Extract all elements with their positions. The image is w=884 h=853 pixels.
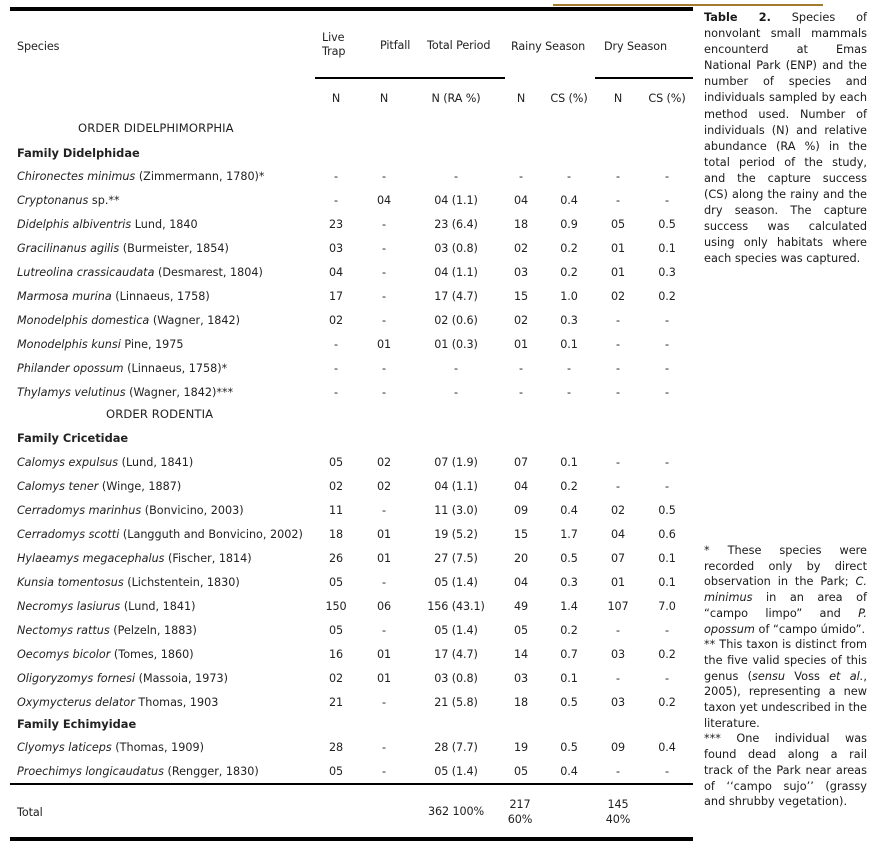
cell-rainy-cs: 0.2 <box>560 266 578 279</box>
species-binomial: Proechimys longicaudatus <box>17 765 164 778</box>
species-authority: (Thomas, 1909) <box>111 741 204 754</box>
species-binomial: Monodelphis domestica <box>17 314 150 327</box>
total-rainy-pct: 60% <box>507 813 533 826</box>
cell-total-n-ra: 11 (3.0) <box>434 504 478 517</box>
cell-live-trap-n: 02 <box>328 314 344 327</box>
cell-pitfall-n: - <box>382 266 386 279</box>
footnote-2 <box>704 637 867 731</box>
cell-dry-n: - <box>616 672 620 685</box>
cell-total-n-ra: 05 (1.4) <box>434 765 478 778</box>
cell-rainy-cs: 1.0 <box>560 290 578 303</box>
species-binomial: Monodelphis kunsi <box>17 338 121 351</box>
total-period-value: 362 100% <box>427 805 485 818</box>
cell-total-n-ra: 03 (0.8) <box>434 242 478 255</box>
cell-dry-n: - <box>616 314 620 327</box>
species-name <box>17 765 259 778</box>
cell-dry-cs: 7.0 <box>658 600 676 613</box>
species-binomial: Oecomys bicolor <box>17 648 111 661</box>
table-bottom-rule <box>10 837 693 841</box>
cell-rainy-cs: 1.4 <box>560 600 578 613</box>
footnote-1-species-c-minimus: C. minimus <box>704 575 867 605</box>
cell-dry-cs: - <box>665 338 669 351</box>
cell-pitfall-n: - <box>382 314 386 327</box>
cell-rainy-cs: 0.1 <box>560 456 578 469</box>
cell-live-trap-n: 21 <box>328 696 344 709</box>
cell-pitfall-n: 01 <box>376 552 392 565</box>
species-authority: sp.** <box>88 194 120 207</box>
cell-rainy-n: - <box>519 362 523 375</box>
header-total-period: Total Period <box>427 39 491 52</box>
species-binomial: Chironectes minimus <box>17 170 136 183</box>
subheader-rule-left <box>315 77 505 79</box>
cell-dry-cs: - <box>665 314 669 327</box>
cell-dry-cs: 0.6 <box>658 528 676 541</box>
species-binomial: Marmosa murina <box>17 290 112 303</box>
species-binomial: Oxymycterus delator <box>17 696 135 709</box>
species-binomial: Cerradomys scotti <box>17 528 120 541</box>
species-name <box>17 386 233 399</box>
species-name <box>17 194 120 207</box>
species-name <box>17 480 181 493</box>
header-dry-season: Dry Season <box>604 40 667 53</box>
cell-live-trap-n: 05 <box>328 456 344 469</box>
cell-rainy-n: 18 <box>513 218 529 231</box>
species-authority: (Linnaeus, 1758) <box>111 290 210 303</box>
cell-live-trap-n: 28 <box>328 741 344 754</box>
cell-total-n-ra: 04 (1.1) <box>434 480 478 493</box>
species-name <box>17 504 244 517</box>
cell-dry-n: 09 <box>610 741 626 754</box>
cell-rainy-n: 03 <box>513 672 529 685</box>
footnote-1-text-c: of “campo úmido”. <box>754 622 866 636</box>
cell-pitfall-n: 02 <box>376 480 392 493</box>
cell-total-n-ra: - <box>454 386 458 399</box>
cell-pitfall-n: - <box>382 386 386 399</box>
species-authority: (Lichstentein, 1830) <box>123 576 240 589</box>
total-label: Total <box>17 806 43 819</box>
cell-dry-n: 01 <box>610 242 626 255</box>
species-authority: (Winge, 1887) <box>98 480 182 493</box>
species-name <box>17 170 265 183</box>
species-name <box>17 266 263 279</box>
cell-rainy-n: 05 <box>513 765 529 778</box>
footnote-2-text-a: ** This taxon is distinct from the five valid species of this genus ( <box>704 638 867 683</box>
cell-rainy-cs: 1.7 <box>560 528 578 541</box>
cell-live-trap-n: - <box>334 386 338 399</box>
cell-pitfall-n: - <box>382 242 386 255</box>
cell-rainy-n: 04 <box>513 480 529 493</box>
cell-total-n-ra: 05 (1.4) <box>434 624 478 637</box>
family-cricetidae: Family Cricetidae <box>17 431 129 445</box>
cell-pitfall-n: 06 <box>376 600 392 613</box>
cell-total-n-ra: 21 (5.8) <box>434 696 478 709</box>
cell-total-n-ra: 01 (0.3) <box>434 338 478 351</box>
cell-pitfall-n: - <box>382 696 386 709</box>
cell-total-n-ra: 27 (7.5) <box>434 552 478 565</box>
cell-rainy-n: 04 <box>513 194 529 207</box>
cell-rainy-n: 04 <box>513 576 529 589</box>
species-name <box>17 456 193 469</box>
species-name <box>17 362 227 375</box>
cell-dry-cs: 0.2 <box>658 648 676 661</box>
cell-total-n-ra: 03 (0.8) <box>434 672 478 685</box>
table-caption <box>704 10 867 268</box>
family-didelphidae: Family Didelphidae <box>17 146 140 160</box>
cell-pitfall-n: - <box>382 741 386 754</box>
species-binomial: Calomys tener <box>17 480 99 493</box>
species-binomial: Gracilinanus agilis <box>17 242 120 255</box>
cell-live-trap-n: - <box>334 338 338 351</box>
species-authority: (Burmeister, 1854) <box>119 242 229 255</box>
species-authority: Pine, 1975 <box>120 338 184 351</box>
cell-rainy-cs: 0.4 <box>560 765 578 778</box>
cell-dry-cs: 0.2 <box>658 696 676 709</box>
header-pitfall: Pitfall <box>380 39 411 52</box>
species-authority: (Fischer, 1814) <box>164 552 252 565</box>
total-top-rule <box>10 783 693 785</box>
cell-dry-cs: 0.1 <box>658 242 676 255</box>
cell-pitfall-n: 01 <box>376 648 392 661</box>
cell-dry-cs: - <box>665 672 669 685</box>
cell-live-trap-n: 26 <box>328 552 344 565</box>
footnote-1-species-p-opossum: P. opossum <box>704 606 867 636</box>
cell-rainy-cs: 0.5 <box>560 696 578 709</box>
cell-dry-cs: - <box>665 456 669 469</box>
cell-live-trap-n: 150 <box>325 600 347 613</box>
cell-total-n-ra: 17 (4.7) <box>434 648 478 661</box>
cell-live-trap-n: 18 <box>328 528 344 541</box>
cell-live-trap-n: 16 <box>328 648 344 661</box>
subheader-pitfall-n: N <box>379 92 389 105</box>
footnote-1-text-b: in an area of “campo limpo” and <box>704 591 867 620</box>
cell-dry-cs: - <box>665 170 669 183</box>
species-name <box>17 218 198 231</box>
cell-rainy-cs: 0.2 <box>560 480 578 493</box>
cell-rainy-n: 14 <box>513 648 529 661</box>
species-name <box>17 242 229 255</box>
cell-rainy-n: 07 <box>513 456 529 469</box>
footnote-3: *** One individual was found dead along a rail track of the Park near areas of ‘‘campo sujo’’ (grassy and shrubby vegetation). <box>704 732 867 809</box>
cell-dry-cs: 0.1 <box>658 576 676 589</box>
cell-dry-n: - <box>616 765 620 778</box>
cell-pitfall-n: 02 <box>376 456 392 469</box>
species-authority: (Bonvicino, 2003) <box>141 504 244 517</box>
accent-rule <box>553 4 823 6</box>
cell-live-trap-n: 03 <box>328 242 344 255</box>
cell-rainy-cs: - <box>567 170 571 183</box>
cell-dry-n: - <box>616 362 620 375</box>
cell-pitfall-n: 01 <box>376 338 392 351</box>
species-authority: (Rengger, 1830) <box>163 765 259 778</box>
cell-pitfall-n: - <box>382 362 386 375</box>
species-binomial: Kunsia tomentosus <box>17 576 124 589</box>
footnote-2-sensu: sensu <box>752 669 786 683</box>
cell-dry-n: 02 <box>610 290 626 303</box>
cell-pitfall-n: - <box>382 504 386 517</box>
cell-rainy-cs: 0.4 <box>560 504 578 517</box>
species-authority: (Zimmermann, 1780)* <box>135 170 265 183</box>
cell-total-n-ra: 02 (0.6) <box>434 314 478 327</box>
order-rodentia: ORDER RODENTIA <box>106 407 214 421</box>
species-binomial: Didelphis albiventris <box>17 218 132 231</box>
cell-rainy-cs: - <box>567 362 571 375</box>
species-authority: (Pelzeln, 1883) <box>109 624 197 637</box>
cell-total-n-ra: 04 (1.1) <box>434 194 478 207</box>
header-live-trap <box>322 31 345 59</box>
cell-rainy-cs: 0.2 <box>560 242 578 255</box>
cell-rainy-cs: 0.5 <box>560 552 578 565</box>
species-authority: (Linnaeus, 1758)* <box>123 362 228 375</box>
cell-rainy-cs: 0.1 <box>560 338 578 351</box>
cell-dry-n: - <box>616 386 620 399</box>
cell-live-trap-n: 05 <box>328 624 344 637</box>
caption-label: Table 2. <box>704 11 771 24</box>
species-authority: (Desmarest, 1804) <box>154 266 263 279</box>
cell-live-trap-n: 04 <box>328 266 344 279</box>
species-binomial: Oligoryzomys fornesi <box>17 672 136 685</box>
species-binomial: Calomys expulsus <box>17 456 119 469</box>
cell-total-n-ra: 17 (4.7) <box>434 290 478 303</box>
header-live-trap-line1: Live <box>322 31 345 44</box>
species-binomial: Thylamys velutinus <box>17 386 126 399</box>
cell-dry-n: - <box>616 338 620 351</box>
cell-dry-n: 107 <box>607 600 629 613</box>
cell-total-n-ra: 07 (1.9) <box>434 456 478 469</box>
cell-live-trap-n: 17 <box>328 290 344 303</box>
species-name <box>17 600 195 613</box>
cell-pitfall-n: - <box>382 170 386 183</box>
subheader-live-trap-n: N <box>331 92 341 105</box>
species-binomial: Cerradomys marinhus <box>17 504 142 517</box>
subheader-dry-cs: CS (%) <box>648 92 686 105</box>
cell-pitfall-n: - <box>382 218 386 231</box>
species-name <box>17 672 228 685</box>
cell-rainy-cs: 0.3 <box>560 576 578 589</box>
cell-dry-cs: - <box>665 362 669 375</box>
species-name <box>17 338 184 351</box>
cell-rainy-cs: 0.2 <box>560 624 578 637</box>
footnote-2-et-al: et al. <box>829 669 864 683</box>
subheader-rainy-cs: CS (%) <box>550 92 588 105</box>
cell-pitfall-n: 01 <box>376 672 392 685</box>
table-footnotes <box>704 543 867 810</box>
cell-pitfall-n: - <box>382 624 386 637</box>
cell-rainy-cs: 0.9 <box>560 218 578 231</box>
cell-dry-n: 04 <box>610 528 626 541</box>
cell-pitfall-n: 01 <box>376 528 392 541</box>
cell-rainy-n: 09 <box>513 504 529 517</box>
species-binomial: Lutreolina crassicaudata <box>17 266 155 279</box>
cell-rainy-n: 19 <box>513 741 529 754</box>
cell-dry-n: 03 <box>610 648 626 661</box>
subheader-rainy-n: N <box>516 92 526 105</box>
cell-total-n-ra: 156 (43.1) <box>427 600 485 613</box>
footnote-2-text-c: , 2005), representing a new taxon yet undescribed in the literature. <box>704 669 867 730</box>
cell-total-n-ra: 19 (5.2) <box>434 528 478 541</box>
cell-dry-n: 01 <box>610 266 626 279</box>
species-name <box>17 576 240 589</box>
species-binomial: Hylaeamys megacephalus <box>17 552 165 565</box>
cell-total-n-ra: - <box>454 170 458 183</box>
total-dry-pct: 40% <box>605 813 631 826</box>
cell-rainy-cs: - <box>567 386 571 399</box>
header-rainy-season: Rainy Season <box>511 40 586 53</box>
species-authority: (Langguth and Bonvicino, 2002) <box>119 528 303 541</box>
footnote-1 <box>704 543 867 637</box>
cell-dry-cs: - <box>665 480 669 493</box>
cell-dry-cs: - <box>665 194 669 207</box>
species-authority: Thomas, 1903 <box>134 696 219 709</box>
cell-dry-n: 07 <box>610 552 626 565</box>
cell-dry-cs: 0.5 <box>658 504 676 517</box>
species-binomial: Nectomys rattus <box>17 624 110 637</box>
cell-total-n-ra: 28 (7.7) <box>434 741 478 754</box>
cell-dry-cs: 0.3 <box>658 266 676 279</box>
header-species: Species <box>17 40 60 53</box>
cell-rainy-n: 05 <box>513 624 529 637</box>
cell-rainy-cs: 0.3 <box>560 314 578 327</box>
cell-total-n-ra: 23 (6.4) <box>434 218 478 231</box>
cell-live-trap-n: 11 <box>328 504 344 517</box>
cell-live-trap-n: 05 <box>328 576 344 589</box>
cell-total-n-ra: 04 (1.1) <box>434 266 478 279</box>
cell-dry-n: 01 <box>610 576 626 589</box>
cell-dry-cs: 0.5 <box>658 218 676 231</box>
cell-dry-n: - <box>616 194 620 207</box>
species-authority: Lund, 1840 <box>131 218 198 231</box>
family-echimyidae: Family Echimyidae <box>17 717 137 731</box>
cell-rainy-n: 03 <box>513 266 529 279</box>
cell-dry-cs: - <box>665 765 669 778</box>
header-live-trap-line2: Trap <box>322 45 346 58</box>
footnote-1-text-a: * These species were recorded only by direct observation in the Park; <box>704 544 867 589</box>
species-name <box>17 624 197 637</box>
cell-dry-n: - <box>616 624 620 637</box>
cell-rainy-cs: 0.7 <box>560 648 578 661</box>
cell-dry-n: 05 <box>610 218 626 231</box>
footnote-2-text-b: Voss <box>785 669 830 683</box>
subheader-total-n-ra: N (RA %) <box>431 92 481 105</box>
cell-live-trap-n: 02 <box>328 480 344 493</box>
cell-dry-n: - <box>616 456 620 469</box>
cell-pitfall-n: - <box>382 576 386 589</box>
cell-rainy-n: 01 <box>513 338 529 351</box>
cell-pitfall-n: - <box>382 290 386 303</box>
cell-dry-cs: 0.2 <box>658 290 676 303</box>
subheader-rule-right <box>595 77 693 79</box>
table-top-rule <box>10 7 693 11</box>
species-binomial: Clyomys laticeps <box>17 741 112 754</box>
cell-dry-n: - <box>616 480 620 493</box>
cell-rainy-n: 20 <box>513 552 529 565</box>
cell-rainy-cs: 0.1 <box>560 672 578 685</box>
species-authority: (Lund, 1841) <box>120 600 196 613</box>
species-authority: (Wagner, 1842) <box>149 314 241 327</box>
species-name <box>17 314 240 327</box>
cell-rainy-n: 02 <box>513 314 529 327</box>
cell-live-trap-n: - <box>334 194 338 207</box>
cell-rainy-n: 02 <box>513 242 529 255</box>
cell-pitfall-n: 04 <box>376 194 392 207</box>
species-authority: (Wagner, 1842)*** <box>125 386 234 399</box>
cell-live-trap-n: 05 <box>328 765 344 778</box>
species-name <box>17 696 218 709</box>
species-binomial: Cryptonanus <box>17 194 89 207</box>
species-binomial: Philander opossum <box>17 362 124 375</box>
cell-pitfall-n: - <box>382 765 386 778</box>
cell-rainy-n: - <box>519 170 523 183</box>
cell-rainy-n: - <box>519 386 523 399</box>
cell-rainy-n: 18 <box>513 696 529 709</box>
cell-dry-n: - <box>616 170 620 183</box>
total-rainy-n: 217 <box>509 798 531 811</box>
cell-dry-cs: 0.4 <box>658 741 676 754</box>
order-didelphimorphia: ORDER DIDELPHIMORPHIA <box>78 121 234 135</box>
species-name <box>17 528 303 541</box>
cell-dry-cs: - <box>665 624 669 637</box>
cell-dry-cs: 0.1 <box>658 552 676 565</box>
species-name <box>17 552 252 565</box>
total-dry-n: 145 <box>607 798 629 811</box>
subheader-dry-n: N <box>613 92 623 105</box>
cell-live-trap-n: 23 <box>328 218 344 231</box>
species-name <box>17 741 204 754</box>
cell-dry-cs: - <box>665 386 669 399</box>
species-authority: (Lund, 1841) <box>118 456 194 469</box>
species-authority: (Tomes, 1860) <box>110 648 194 661</box>
cell-total-n-ra: - <box>454 362 458 375</box>
cell-live-trap-n: - <box>334 362 338 375</box>
cell-rainy-n: 49 <box>513 600 529 613</box>
species-name <box>17 290 210 303</box>
caption-text: Species of nonvolant small mammals encounterd at Emas National Park (ENP) and the number of species and individuals sampled by each method used. Number of individuals (N) and relative abundance (RA %) in the total period of the study, and the capture success (CS) along the rainy and the dry season. The capture success was calculated using only habitats where each species was captured. <box>704 11 868 266</box>
cell-total-n-ra: 05 (1.4) <box>434 576 478 589</box>
cell-dry-n: 02 <box>610 504 626 517</box>
species-name <box>17 648 194 661</box>
cell-rainy-n: 15 <box>513 290 529 303</box>
cell-live-trap-n: - <box>334 170 338 183</box>
species-authority: (Massoia, 1973) <box>135 672 228 685</box>
species-binomial: Necromys lasiurus <box>17 600 121 613</box>
cell-live-trap-n: 02 <box>328 672 344 685</box>
cell-rainy-n: 15 <box>513 528 529 541</box>
cell-rainy-cs: 0.4 <box>560 194 578 207</box>
cell-rainy-cs: 0.5 <box>560 741 578 754</box>
cell-dry-n: 03 <box>610 696 626 709</box>
